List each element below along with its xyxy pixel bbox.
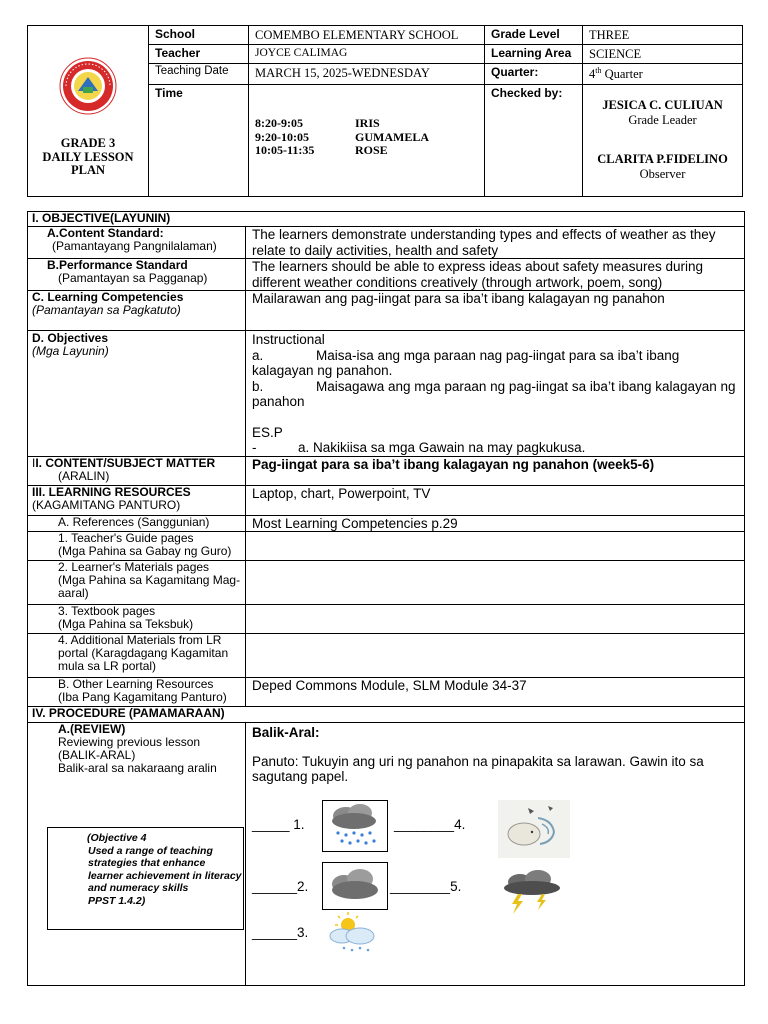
learning-area-value: SCIENCE xyxy=(583,45,743,64)
school-value: COMEMBO ELEMENTARY SCHOOL xyxy=(249,26,485,45)
objectives-sub: (Mga Layunin) xyxy=(32,344,109,358)
review-title: Balik-Aral: xyxy=(252,725,320,740)
content-label xyxy=(32,457,241,470)
competencies-value: Mailarawan ang pag-iingat para sa iba’t ibang kalagayan ng panahon xyxy=(246,291,745,331)
objective-a-text: Maisa-isa ang mga paraan nag pag-iingat para sa iba’t ibang kalagayan ng panahon. xyxy=(252,347,680,378)
objective-box-line-2: Used a range of teaching strategies that enhance learner achievement in literacy and numeracy skills xyxy=(88,844,242,894)
content-value: Pag-iingat para sa iba’t ibang kalagayan ng panahon (week5-6) xyxy=(246,456,745,485)
lr-label-cell xyxy=(28,634,246,678)
answer-blank-4: ________4. xyxy=(394,817,466,832)
content-standard-sub: (Pamantayang Pangnilalaman) xyxy=(52,239,217,253)
objective-item-b xyxy=(252,379,738,410)
content-sub: (ARALIN) xyxy=(58,468,110,483)
teaching-date-label: Teaching Date xyxy=(149,64,249,85)
content-label-text: I. CONTENT/SUBJECT MATTER xyxy=(35,455,216,470)
teacher-label: Teacher xyxy=(149,45,249,64)
answer-blank-3: ______3. xyxy=(252,925,309,940)
lm-label: 2. Learner's Materials pages xyxy=(58,560,210,574)
other-label: B. Other Learning Resources xyxy=(58,677,214,691)
checked-by-value xyxy=(583,85,743,197)
school-label: School xyxy=(149,26,249,45)
resources-label-cell xyxy=(28,485,246,515)
teacher-value: JOYCE CALIMAG xyxy=(249,45,485,64)
objective-a-number: a. xyxy=(252,347,264,363)
objectives-instructional: Instructional xyxy=(252,332,325,347)
lr-value xyxy=(246,634,745,678)
competencies-label: C. Learning Competencies xyxy=(32,290,184,304)
review-content-cell xyxy=(246,723,745,986)
rain-cloud-icon xyxy=(322,800,388,852)
other-label-cell xyxy=(28,678,246,707)
cloudy-icon xyxy=(322,862,388,910)
references-label-cell xyxy=(28,515,246,532)
lr-label: 4. Additional Materials from LR portal (Karagdagang Kagamitan mula sa LR portal) xyxy=(58,633,229,673)
objective-esp-dash: - xyxy=(252,440,257,455)
review-label: A.(REVIEW) xyxy=(58,722,126,736)
header-table xyxy=(27,25,743,197)
references-value: Most Learning Competencies p.29 xyxy=(246,515,745,532)
time-value xyxy=(249,85,485,197)
tb-label: 3. Textbook pages xyxy=(58,604,156,618)
content-standard-label-cell xyxy=(28,227,246,259)
logo-title-cell xyxy=(28,26,149,197)
time-slot-time: 9:20-10:05 xyxy=(255,129,309,144)
quarter-number: 4 xyxy=(589,67,596,82)
tg-label: 1. Teacher's Guide pages xyxy=(58,531,194,545)
answer-blank-1: _____ 1. xyxy=(252,817,305,832)
time-slot xyxy=(255,117,478,131)
tb-label-cell xyxy=(28,605,246,634)
partly-sunny-icon xyxy=(320,910,392,956)
tg-label-cell xyxy=(28,532,246,561)
objective-item-a xyxy=(252,348,738,379)
performance-standard-sub: (Pamantayan sa Pagganap) xyxy=(58,271,208,285)
checker-2-name: CLARITA P.FIDELINO xyxy=(597,152,728,166)
ppst-objective-box xyxy=(47,827,244,930)
content-label-cell xyxy=(28,456,246,485)
windy-icon xyxy=(498,800,570,858)
objectives-esp: ES.P xyxy=(252,424,283,440)
review-line-2: (BALIK-ARAL) xyxy=(58,748,136,762)
performance-standard-label-cell xyxy=(28,259,246,291)
resources-value: Laptop, chart, Powerpoint, TV xyxy=(246,485,745,515)
time-label: Time xyxy=(149,85,249,197)
checked-by-label: Checked by: xyxy=(485,85,583,197)
tg-value xyxy=(246,532,745,561)
tg-sub: (Mga Pahina sa Gabay ng Guro) xyxy=(58,544,232,558)
performance-standard-value: The learners should be able to express ideas about safety measures during different weather conditions creatively (through artwork, poem, song) xyxy=(246,259,745,291)
grade-level-value: THREE xyxy=(583,26,743,45)
performance-standard-label: B.Performance Standard xyxy=(47,258,188,272)
time-slot xyxy=(255,144,478,158)
lm-value xyxy=(246,561,745,605)
competencies-sub: (Pamantayan sa Pagkatuto) xyxy=(32,303,181,317)
title-line-1: GRADE 3 xyxy=(60,136,116,150)
time-slot-time: 8:20-9:05 xyxy=(255,116,303,130)
content-standard-label: A.Content Standard: xyxy=(47,226,164,240)
time-slot-section: GUMAMELA xyxy=(355,129,429,144)
learning-area-label: Learning Area xyxy=(485,45,583,64)
procedure-heading: IV. PROCEDURE (PAMAMARAAN) xyxy=(28,707,745,723)
checker-2-role: Observer xyxy=(639,167,686,181)
quarter-value xyxy=(583,64,743,85)
thunderstorm-icon xyxy=(496,868,568,920)
references-label: A. References (Sanggunian) xyxy=(58,514,210,529)
document-title xyxy=(28,137,148,178)
quarter-text: Quarter xyxy=(601,67,643,82)
answer-blank-2: ______2. xyxy=(252,879,309,894)
objective-box-line-3: PPST 1.4.2) xyxy=(88,894,146,907)
objective-esp-text: a. Nakikiisa sa mga Gawain na may pagkukusa. xyxy=(298,440,586,455)
school-seal-logo xyxy=(58,57,118,115)
review-instructions: Panuto: Tukuyin ang uri ng panahon na pinapakita sa larawan. Gawin ito sa sagutang papel. xyxy=(252,753,704,784)
checker-1-role: Grade Leader xyxy=(628,113,697,127)
grade-level-label: Grade Level xyxy=(485,26,583,45)
checker-1-name: JESICA C. CULIUAN xyxy=(602,98,723,112)
title-line-3: PLAN xyxy=(70,163,106,177)
time-slot xyxy=(255,131,478,145)
answer-blank-5: ________5. xyxy=(390,879,462,894)
title-line-2: DAILY LESSON xyxy=(42,149,134,164)
objectives-label: D. Objectives xyxy=(32,331,109,345)
tb-value xyxy=(246,605,745,634)
content-label-prefix: I xyxy=(32,455,36,470)
review-line-1: Reviewing previous lesson xyxy=(58,735,201,749)
tb-sub: (Mga Pahina sa Teksbuk) xyxy=(58,617,194,631)
quarter-label: Quarter: xyxy=(485,64,583,85)
objective-b-number: b. xyxy=(252,378,264,394)
lm-label-cell xyxy=(28,561,246,605)
objective-b-text: Maisagawa ang mga paraan ng pag-iingat sa iba’t ibang kalagayan ng panahon xyxy=(252,378,736,409)
objective-esp-item xyxy=(252,440,738,456)
objective-box-line-1: (Objective 4 xyxy=(87,832,147,844)
review-line-3: Balik-aral sa nakaraang aralin xyxy=(58,761,217,775)
objective-heading: I. OBJECTIVE(LAYUNIN) xyxy=(28,212,745,227)
review-content xyxy=(252,723,738,985)
teaching-date-value: MARCH 15, 2025-WEDNESDAY xyxy=(249,64,485,85)
time-slot-section: IRIS xyxy=(355,116,380,130)
resources-sub: (KAGAMITANG PANTURO) xyxy=(32,497,181,512)
objectives-label-cell xyxy=(28,331,246,457)
other-value: Deped Commons Module, SLM Module 34-37 xyxy=(246,678,745,707)
resources-label: III. LEARNING RESOURCES xyxy=(32,484,191,499)
time-slot-time: 10:05-11:35 xyxy=(255,143,315,157)
objectives-value xyxy=(246,331,745,457)
quarter-suffix: th xyxy=(595,66,602,75)
lm-sub: (Mga Pahina sa Kagamitang Mag-aaral) xyxy=(58,573,241,600)
content-standard-value: The learners demonstrate understanding types and effects of weather as they relate to daily activities, health and safety xyxy=(246,227,745,259)
other-sub: (Iba Pang Kagamitang Panturo) xyxy=(58,690,227,704)
competencies-label-cell xyxy=(28,291,246,331)
time-slot-section: ROSE xyxy=(355,143,388,157)
